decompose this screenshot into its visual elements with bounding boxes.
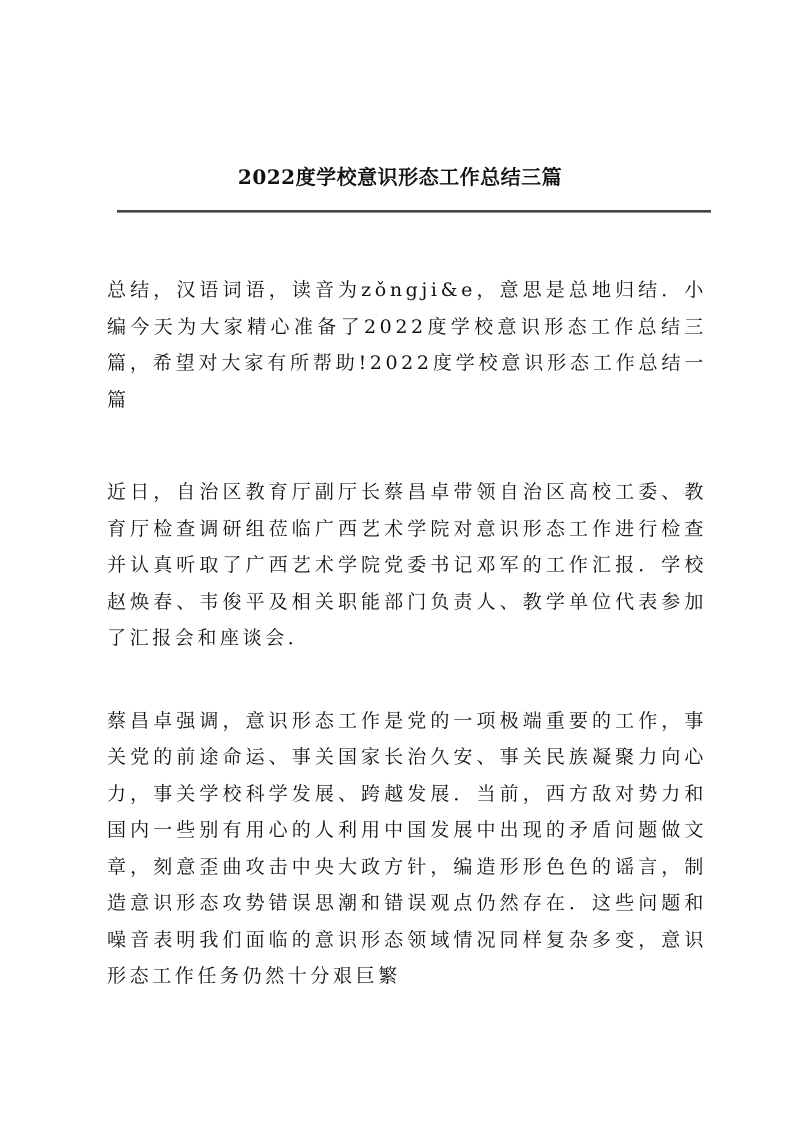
paragraph-intro: 总结，汉语词语，读音为zǒngji&e，意思是总地归结．小编今天为大家精心准备了2022度学校意识形态工作总结三篇，希望对大家有所帮助!2022度学校意识形态工作总结一篇 bbox=[107, 279, 707, 411]
document-body bbox=[107, 272, 707, 1051]
paragraph-inspection: 近日，自治区教育厅副厅长蔡昌卓带领自治区高校工委、教育厅检查调研组莅临广西艺术学院对意识形态工作进行检查并认真听取了广西艺术学院党委书记邓军的工作汇报．学校赵焕春、韦俊平及相关职能部门负责人、教学单位代表参加了汇报会和座谈会． bbox=[107, 481, 707, 649]
document-title: 2022度学校意识形态工作总结三篇 bbox=[237, 165, 563, 189]
title-underline bbox=[117, 210, 711, 213]
paragraph-emphasis: 蔡昌卓强调，意识形态工作是党的一项极端重要的工作，事关党的前途命运、事关国家长治久安、事关民族凝聚力向心力，事关学校科学发展、跨越发展．当前，西方敌对势力和国内一些别有用心的人利用中国发展中出现的矛盾问题做文章，刻意歪曲攻击中央大政方针，编造形形色色的谣言，制造意识形态攻势错误思潮和错误观点仍然存在．这些问题和噪音表明我们面临的意识形态领域情况同样复杂多变，意识形态工作任务仍然十分艰巨繁 bbox=[107, 709, 707, 987]
